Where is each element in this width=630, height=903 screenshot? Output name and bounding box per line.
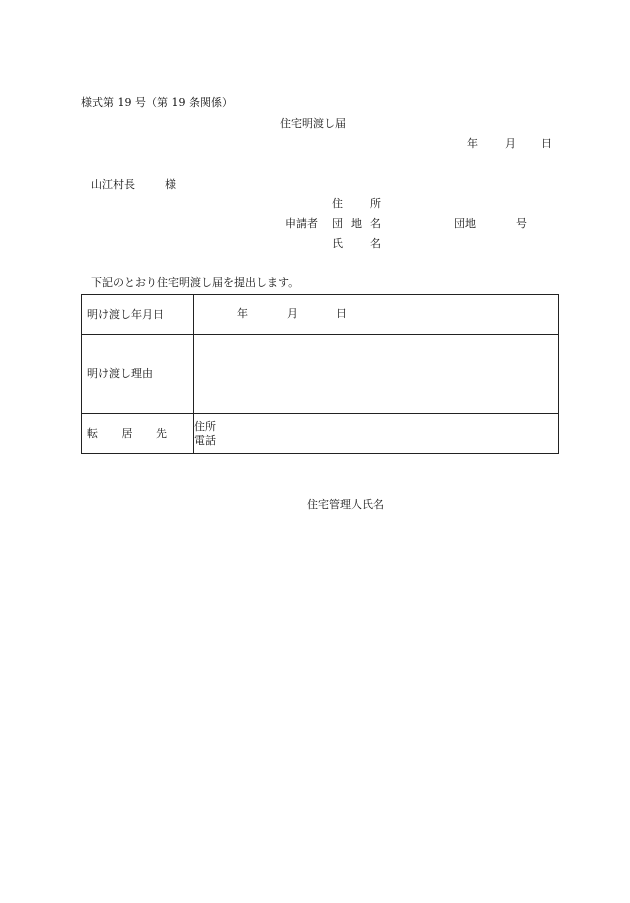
forwarding-phone-line: 電話 xyxy=(194,433,216,447)
applicant-address-label-part2: 所 xyxy=(370,197,381,210)
move-out-date-label: 明け渡し年月日 xyxy=(82,295,194,335)
document-title: 住宅明渡し届 xyxy=(280,117,346,130)
applicant-danchi-suffix: 団地 xyxy=(454,217,476,230)
forwarding-label-part1: 転 xyxy=(87,426,98,440)
move-out-year-label: 年 xyxy=(237,307,248,320)
applicant-name-label-part1: 氏 xyxy=(332,237,343,250)
move-out-reason-field[interactable] xyxy=(194,335,559,414)
date-month-label: 月 xyxy=(505,137,516,150)
recipient-honorific: 様 xyxy=(165,178,176,191)
applicant-danchi-label-part2: 地 xyxy=(351,217,362,230)
move-out-month-label: 月 xyxy=(287,307,298,320)
applicant-number-suffix: 号 xyxy=(516,217,527,230)
applicant-label: 申請者 xyxy=(285,217,318,230)
form-table xyxy=(81,294,559,454)
table-row-move-out-date xyxy=(82,295,559,335)
date-year-label: 年 xyxy=(467,137,478,150)
applicant-name-label-part2: 名 xyxy=(370,237,381,250)
forwarding-address-field[interactable] xyxy=(194,414,559,454)
applicant-address-label-part1: 住 xyxy=(332,197,343,210)
forwarding-address-line: 住所 xyxy=(194,419,216,433)
forwarding-address-label xyxy=(82,414,194,454)
date-day-label: 日 xyxy=(541,137,552,150)
intro-text: 下記のとおり住宅明渡し届を提出します。 xyxy=(91,276,300,289)
recipient-name: 山江村長 xyxy=(91,178,135,191)
form-number: 様式第 19 号（第 19 条関係） xyxy=(81,96,233,109)
move-out-date-field[interactable] xyxy=(194,295,559,335)
move-out-day-label: 日 xyxy=(336,307,347,320)
table-row-move-out-reason xyxy=(82,335,559,414)
table-row-forwarding-address xyxy=(82,414,559,454)
forwarding-label-part3: 先 xyxy=(156,426,167,440)
forwarding-label-part2: 居 xyxy=(121,426,133,440)
applicant-danchi-label-part3: 名 xyxy=(370,217,381,230)
housing-manager-name-label: 住宅管理人氏名 xyxy=(307,498,384,511)
applicant-danchi-label-part1: 団 xyxy=(332,217,343,230)
move-out-reason-label: 明け渡し理由 xyxy=(82,335,194,414)
